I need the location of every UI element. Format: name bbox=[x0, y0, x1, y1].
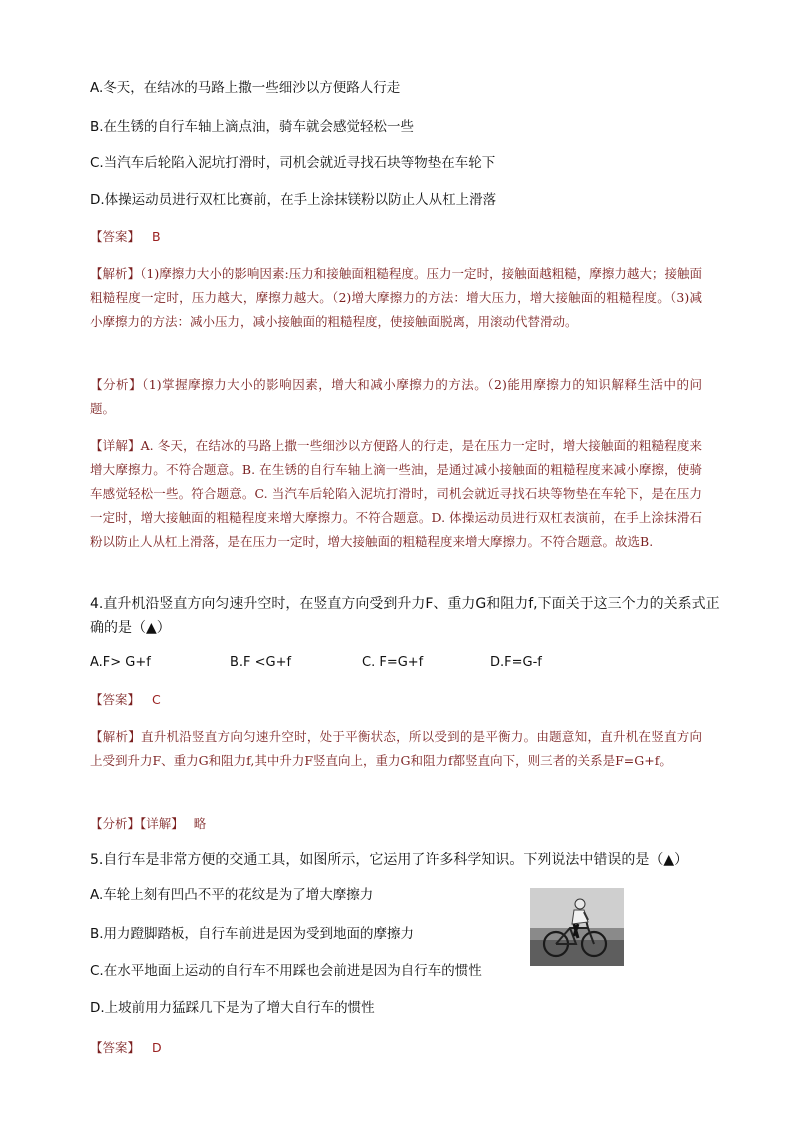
q4-fenxi bbox=[90, 812, 702, 836]
xiangjie-text: A. 冬天，在结冰的马路上撒一些细沙以方便路人的行走，是在压力一定时，增大接触面的粗糙程度来增大摩擦力。不符合题意。B. 在生锈的自行车轴上滴一些油，是通过减小接触面的粗糙程度来减小摩擦，使骑车感觉轻松一些。符合题意。C. 当汽车后轮陷入泥坑打滑时，司机会就近寻找石块等物垫在车轮下，是在压力一定时，增大接触面的粗糙程度来增大摩擦力。不符合题意。D. 体操运动员进行双杠表演前，在手上涂抹滑石粉以防止人从杠上滑落，是在压力一定时，增大接触面的粗糙程度来增大摩擦力。不符合题意。故选B. bbox=[90, 438, 702, 549]
cyclist-icon bbox=[530, 888, 624, 966]
answer-value: B bbox=[152, 229, 161, 244]
q4-stem: 4.直升机沿竖直方向匀速升空时，在竖直方向受到升力F、重力G和阻力f,下面关于这三个力的关系式正确的是（▲） bbox=[90, 596, 720, 636]
q5-option-b: B.用力蹬脚踏板，自行车前进是因为受到地面的摩擦力 bbox=[90, 926, 415, 942]
q3-option-d: D.体操运动员进行双杠比赛前，在手上涂抹镁粉以防止人从杠上滑落 bbox=[90, 192, 497, 208]
fenxi-tag: 【分析】 bbox=[90, 377, 143, 392]
answer-value: C bbox=[152, 692, 161, 707]
answer-tag: 【答案】 bbox=[90, 1040, 141, 1055]
cyclist-photo bbox=[530, 888, 624, 966]
q5-option-d: D.上坡前用力猛踩几下是为了增大自行车的惯性 bbox=[90, 1000, 375, 1016]
q4-option-d: D.F=G-f bbox=[490, 655, 542, 670]
fenxi-text: （1)掌握摩擦力大小的影响因素，增大和减小摩擦力的方法。（2)能用摩擦力的知识解释生活中的问题。 bbox=[90, 377, 702, 416]
q4-option-b: B.F <G+f bbox=[230, 655, 292, 670]
q3-option-a: A.冬天，在结冰的马路上撒一些细沙以方便路人行走 bbox=[90, 80, 401, 96]
q5-option-a: A.车轮上刻有凹凸不平的花纹是为了增大摩擦力 bbox=[90, 887, 374, 903]
q3-fenxi bbox=[90, 373, 702, 421]
q5-answer bbox=[90, 1036, 702, 1060]
q4-answer bbox=[90, 688, 702, 712]
q4-jiexi bbox=[90, 725, 702, 773]
jiexi-text: 直升机沿竖直方向匀速升空时，处于平衡状态，所以受到的是平衡力。由题意知，直升机在竖直方向上受到升力F、重力G和阻力f,其中升力F竖直向上，重力G和阻力f都竖直向下，则三者的关系是F=G+f。 bbox=[90, 729, 702, 768]
answer-value: D bbox=[152, 1040, 162, 1055]
answer-tag: 【答案】 bbox=[90, 692, 141, 707]
jiexi-tag: 【解析】 bbox=[90, 266, 141, 281]
jiexi-tag: 【解析】 bbox=[90, 729, 142, 744]
q5-option-c: C.在水平地面上运动的自行车不用踩也会前进是因为自行车的惯性 bbox=[90, 963, 482, 979]
q5-stem: 5.自行车是非常方便的交通工具，如图所示，它运用了许多科学知识。下列说法中错误的是（▲） bbox=[90, 852, 689, 868]
q3-xiangjie bbox=[90, 434, 702, 554]
xiangjie-tag: 【详解】 bbox=[90, 438, 141, 453]
jiexi-text: （1)摩擦力大小的影响因素:压力和接触面粗糙程度。压力一定时，接触面越粗糙，摩擦力越大；接触面粗糙程度一定时，压力越大，摩擦力越大。（2)增大摩擦力的方法：增大压力，增大接触面的粗糙程度。（3)减小摩擦力的方法：减小压力，减小接触面的粗糙程度，使接触面脱离，用滚动代替滑动。 bbox=[90, 266, 702, 329]
answer-tag: 【答案】 bbox=[90, 229, 141, 244]
fenxi-tag: 【分析】【详解】 bbox=[90, 816, 184, 831]
fenxi-text: 略 bbox=[193, 816, 207, 831]
q3-option-b: B.在生锈的自行车轴上滴点油，骑车就会感觉轻松一些 bbox=[90, 119, 415, 135]
q4-option-a: A.F> G+f bbox=[90, 655, 151, 670]
q4-option-c: C. F=G+f bbox=[362, 655, 424, 670]
q3-option-c: C.当汽车后轮陷入泥坑打滑时，司机会就近寻找石块等物垫在车轮下 bbox=[90, 155, 496, 171]
q3-jiexi bbox=[90, 262, 702, 334]
q3-answer bbox=[90, 225, 702, 249]
